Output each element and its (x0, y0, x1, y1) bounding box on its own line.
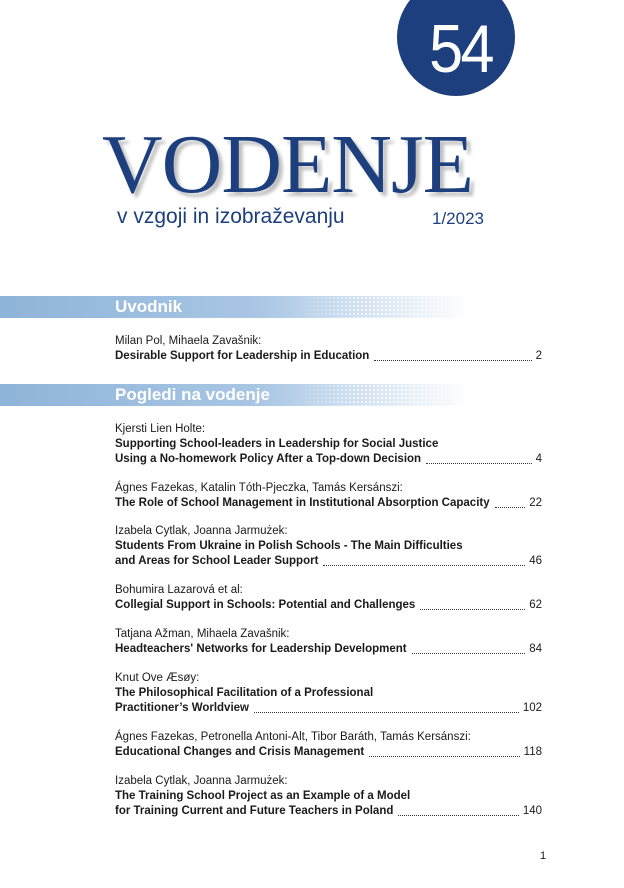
toc-entry-authors: Ágnes Fazekas, Katalin Tóth-Pjeczka, Tamás Kersánszi: (115, 482, 403, 494)
dot-leader (369, 756, 519, 757)
dot-leader (398, 815, 518, 816)
section-header-uvodnik (0, 296, 470, 318)
toc-entry[interactable] (115, 524, 542, 569)
toc-entry-authors: Bohumira Lazarová et al: (115, 584, 243, 596)
toc-entry-title-line (115, 349, 542, 364)
toc-entry-title: Students From Ukraine in Polish Schools - The Main Difficulties (115, 540, 463, 552)
toc-entry[interactable] (115, 774, 542, 819)
toc-entry[interactable] (115, 422, 542, 467)
toc-entry[interactable] (115, 583, 542, 613)
toc-entry-title-line (115, 701, 542, 716)
toc-entry-page: 46 (529, 555, 542, 567)
page-number: 1 (540, 850, 547, 862)
section-title: Pogledi na vodenje (115, 385, 270, 404)
toc-entry-title: The Philosophical Facilitation of a Professional (115, 687, 374, 699)
toc-entry-title: Supporting School-leaders in Leadership for Social Justice (115, 438, 439, 450)
toc-entry-page: 102 (522, 702, 542, 714)
toc-entry-title: The Training School Project as an Example of a Model (115, 790, 411, 802)
dot-leader (374, 360, 531, 361)
toc-entry[interactable] (115, 671, 542, 716)
toc-entry[interactable] (115, 481, 542, 511)
toc-entry-page: 62 (529, 599, 542, 611)
toc-entry-title-line (115, 452, 542, 467)
toc-entry[interactable] (115, 627, 542, 657)
dot-leader (323, 565, 525, 566)
journal-title: VODENJE (102, 118, 473, 211)
toc-entry-page: 118 (523, 746, 542, 758)
dot-leader (426, 463, 532, 464)
section-bar-pattern (300, 296, 470, 318)
toc-entry-title: Using a No-homework Policy After a Top-down Decision (115, 453, 422, 465)
toc-entry-title: Desirable Support for Leadership in Education (115, 350, 370, 362)
issue-date: 1/2023 (432, 209, 484, 228)
journal-subtitle: v vzgoji in izobraževanju (117, 205, 345, 228)
toc-entry[interactable] (115, 334, 542, 364)
toc-entry-page: 140 (522, 805, 542, 817)
issue-number: 54 (429, 11, 492, 87)
toc-entry-title: for Training Current and Future Teachers in Poland (115, 805, 394, 817)
toc-entry-authors: Knut Ove Æsøy: (115, 672, 200, 684)
toc-entry-title: Practitioner’s Worldview (115, 702, 249, 714)
toc-entry[interactable] (115, 730, 542, 760)
toc-entry-title-line (115, 496, 542, 511)
section-title: Uvodnik (115, 297, 183, 316)
toc-entry-page: 84 (529, 643, 542, 655)
section-header-pogledi-na-vodenje (0, 384, 470, 406)
toc-entry-title-line (115, 642, 542, 657)
toc-entry-title: and Areas for School Leader Support (115, 555, 319, 567)
toc-entry-authors: Izabela Cytlak, Joanna Jarmużek: (115, 525, 288, 537)
dot-leader (412, 653, 526, 654)
toc-entry-title-line (115, 804, 542, 819)
toc-entry-authors: Milan Pol, Mihaela Zavašnik: (115, 335, 262, 347)
toc-entry-page: 22 (529, 497, 542, 509)
toc-entry-title: Collegial Support in Schools: Potential and Challenges (115, 599, 416, 611)
section-bar-pattern (300, 384, 470, 406)
toc-entry-title: Educational Changes and Crisis Management (115, 746, 365, 758)
toc-entry-page: 2 (535, 350, 542, 362)
toc-entry-authors: Tatjana Ažman, Mihaela Zavašnik: (115, 628, 290, 640)
toc-entry-title-line (115, 554, 542, 569)
dot-leader (495, 507, 526, 508)
toc-entry-authors: Kjersti Lien Holte: (115, 423, 206, 435)
toc-entry-title-line (115, 745, 542, 760)
toc-entry-title: Headteachers' Networks for Leadership Development (115, 643, 407, 655)
dot-leader (420, 609, 525, 610)
toc-entry-authors: Izabela Cytlak, Joanna Jarmużek: (115, 775, 288, 787)
toc-entry-title: The Role of School Management in Institutional Absorption Capacity (115, 497, 490, 509)
toc-entry-authors: Ágnes Fazekas, Petronella Antoni-Alt, Tibor Baráth, Tamás Kersánszi: (115, 731, 471, 743)
dot-leader (254, 712, 519, 713)
toc-entry-title-line (115, 598, 542, 613)
toc-entry-page: 4 (535, 453, 542, 465)
